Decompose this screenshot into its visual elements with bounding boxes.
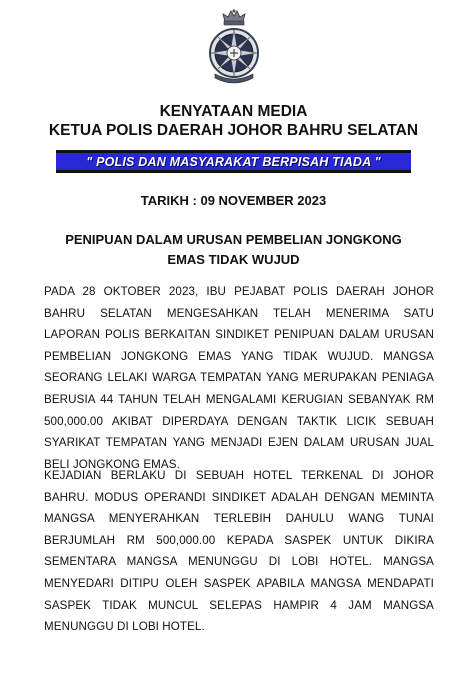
header-title: KENYATAAN MEDIA [159, 103, 308, 120]
body-paragraph-2: KEJADIAN BERLAKU DI SEBUAH HOTEL TERKENAL DI JOHOR BAHRU. MODUS OPERANDI SINDIKET ADALAH DENGAN MEMINTA MANGSA MENYERAHKAN TERLEBIH DAHULU WANG TUNAI BERJUMLAH RM 500,000.00 KEPADA SASPEK UNTUK DIKIRA SEMENTARA MANGSA MENUNGGU DI LOBI HOTEL. MANGSA MENYEDARI DITIPU OLEH SASPEK APABILA MANGSA MENDAPATI SASPEK TIDAK MUNCUL SELEPAS HAMPIR 4 JAM MANGSA MENUNGGU DI LOBI HOTEL. [44, 469, 434, 634]
body-paragraph-1: PADA 28 OKTOBER 2023, IBU PEJABAT POLIS DAERAH JOHOR BAHRU SELATAN MENGESAHKAN TELAH MENERIMA SATU LAPORAN POLIS BERKAITAN SINDIKET PENIPUAN DALAM URUSAN PEMBELIAN JONGKONG EMAS YANG TIDAK WUJUD. MANGSA SEORANG LELAKI WARGA TEMPATAN YANG MERUPAKAN PENIAGA BERUSIA 44 TAHUN TELAH MENGALAMI KERUGIAN SEBANYAK RM 500,000.00 AKIBAT DIPERDAYA DENGAN TAKTIK LICIK SEBUAH SYARIKAT TEMPATAN YANG MENJADI EJEN DALAM URUSAN JUAL BELI JONGKONG EMAS. [44, 285, 434, 471]
header [0, 102, 467, 140]
motto-text: " POLIS DAN MASYARAKAT BERPISAH TIADA " [86, 154, 381, 169]
police-crest-icon [201, 8, 267, 86]
header-subtitle: KETUA POLIS DAERAH JOHOR BAHRU SELATAN [48, 122, 419, 139]
release-date: TARIKH : 09 NOVEMBER 2023 [140, 193, 327, 208]
subject-heading: PENIPUAN DALAM URUSAN PEMBELIAN JONGKONG EMAS TIDAK WUJUD [65, 232, 402, 267]
motto-banner [56, 150, 411, 173]
